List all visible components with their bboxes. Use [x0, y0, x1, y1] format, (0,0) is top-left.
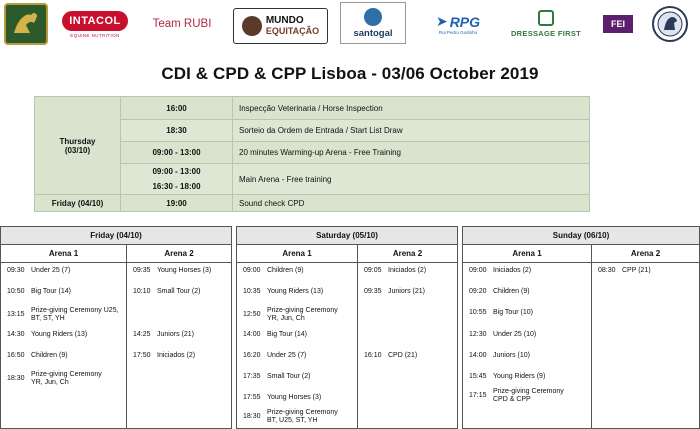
entry-time: 14:00 [243, 331, 261, 338]
friday-day-cell: Friday (04/10) [35, 195, 121, 212]
entry-time: 13:15 [7, 310, 25, 318]
schedule-entry [127, 288, 232, 297]
entry-time: 09:35 [364, 288, 382, 295]
schedule-entry [237, 267, 357, 276]
time-cell: 18:30 [121, 120, 233, 142]
entry-event: Under 25 (7) [31, 267, 71, 274]
time-cell [121, 164, 233, 195]
thursday-label: Thursday (03/10) [59, 136, 96, 155]
entry-event: Children (9) [267, 267, 304, 274]
entry-time: 09:05 [364, 267, 382, 274]
schedule-entry [1, 352, 126, 361]
schedule-entry [463, 331, 591, 340]
intacol-logo [60, 4, 130, 44]
schedule-entry [358, 267, 458, 276]
time-range-1: 09:00 - 13:00 [152, 167, 201, 176]
equestrian-seal-logo [650, 4, 690, 44]
entry-time: 12:50 [243, 310, 261, 318]
event-cell: Sound check CPD [233, 195, 590, 212]
arena-1-column [237, 263, 357, 429]
entry-time: 10:50 [7, 288, 25, 295]
entry-time: 14:00 [469, 352, 487, 359]
entry-event: Big Tour (14) [31, 288, 71, 295]
entry-event: Big Tour (10) [493, 309, 533, 316]
arena-1-header: Arena 1 [48, 249, 79, 258]
schedule-entry [237, 394, 357, 403]
rpg-logo [424, 4, 492, 44]
entry-event: Iniciados (2) [493, 267, 532, 274]
schedule-entry [1, 331, 126, 340]
dressage-first-logo-text: DRESSAGE FIRST [510, 29, 582, 38]
entry-time: 17:15 [469, 391, 487, 399]
arena-header-row [463, 245, 699, 263]
entry-event: Small Tour (2) [267, 373, 311, 380]
time-cell: 19:00 [121, 195, 233, 212]
entry-time: 09:00 [243, 267, 261, 274]
entry-event: Young Horses (3) [157, 267, 212, 274]
santogal-s-icon [364, 8, 382, 26]
time-range-2: 16:30 - 18:00 [152, 182, 201, 191]
event-cell: Inspecção Veterinaria / Horse Inspection [233, 97, 590, 120]
entry-time: 10:35 [243, 288, 261, 295]
entry-event: Prize-giving Ceremony CPD & CPP [493, 387, 564, 403]
entry-time: 16:10 [364, 352, 382, 359]
entry-event: CPD (21) [388, 352, 418, 359]
entry-event: Iniciados (2) [157, 352, 196, 359]
entry-time: 10:10 [133, 288, 151, 295]
entry-event: Prize-giving Ceremony BT, U25, ST, YH [267, 408, 338, 424]
entry-event: Children (9) [31, 352, 68, 359]
arena-header-row [237, 245, 457, 263]
entry-event: Children (9) [493, 288, 530, 295]
schedule-entry [127, 331, 232, 340]
event-cell: Main Arena - Free training [233, 164, 590, 195]
schedule-entry [127, 267, 232, 276]
entry-event: Juniors (10) [493, 352, 530, 359]
entry-event: Under 25 (7) [267, 352, 307, 359]
schedule-entry [237, 288, 357, 297]
arena-header-row [1, 245, 231, 263]
entry-event: Young Horses (3) [267, 394, 322, 401]
arena-2-column [357, 263, 457, 429]
schedule-entry [463, 309, 591, 318]
entry-event: Prize-giving Ceremony YR, Jun, Ch [31, 370, 102, 386]
schedule-entry [463, 288, 591, 297]
arena-2-header: Arena 2 [357, 245, 457, 262]
schedule-entry [1, 288, 126, 297]
page-title: CDI & CPD & CPP Lisboa - 03/06 October 2019 [161, 64, 539, 83]
santogal-logo-text: santogal [353, 27, 393, 39]
saturday-schedule-panel [236, 226, 458, 429]
arena-1-header: Arena 1 [512, 249, 542, 258]
entry-event: Small Tour (2) [157, 288, 201, 295]
schedule-entry [237, 407, 357, 427]
entry-event: Big Tour (14) [267, 331, 307, 338]
entry-time: 15:45 [469, 373, 487, 380]
entry-time: 18:30 [243, 412, 261, 420]
team-rubi-logo [146, 4, 218, 44]
entry-time: 18:30 [7, 374, 25, 382]
rpg-logo-subtext: Rui Pedro Godinho [438, 30, 478, 35]
entry-time: 14:25 [133, 331, 151, 338]
team-rubi-logo-text: Team RUBI [152, 18, 212, 30]
thursday-day-cell [35, 97, 121, 195]
schedule-entry [463, 267, 591, 276]
fei-logo [598, 4, 638, 44]
arena-2-header: Arena 2 [126, 245, 231, 262]
friday-schedule-panel [0, 226, 232, 429]
sunday-schedule-panel [462, 226, 700, 429]
dressage-first-logo [506, 4, 586, 44]
entry-event: Prize-giving Ceremony U25, BT, ST, YH [31, 306, 119, 322]
schedule-entry [1, 267, 126, 276]
event-cell: 20 minutes Warming-up Arena - Free Training [233, 142, 590, 164]
dressage-horse-icon [538, 10, 554, 26]
fei-logo-text: FEI [603, 15, 633, 33]
entry-time: 14:30 [7, 331, 25, 338]
entry-time: 16:20 [243, 352, 261, 359]
arena-2-column [126, 263, 231, 429]
schedule-entry [1, 369, 126, 389]
preliminary-schedule-table [34, 96, 590, 212]
time-cell: 09:00 - 13:00 [121, 142, 233, 164]
entry-time: 16:50 [7, 352, 25, 359]
schedule-entry [358, 352, 458, 361]
entry-time: 09:35 [133, 267, 151, 274]
schedule-entry [463, 373, 591, 382]
entry-event: Iniciados (2) [388, 267, 427, 274]
entry-event: CPP (21) [622, 267, 651, 274]
schedule-entry [463, 386, 591, 406]
mundo-logo-text: MUNDO [265, 15, 304, 26]
schedule-entry [592, 267, 700, 276]
day-header: Friday (04/10) [1, 227, 231, 245]
arena-1-header: Arena 1 [282, 249, 312, 258]
entry-event: Young Riders (13) [267, 288, 324, 295]
sponsor-logo-strip [0, 0, 700, 50]
schedule-entry [127, 352, 232, 361]
arena-1-column [463, 263, 591, 429]
entry-event: Juniors (21) [157, 331, 194, 338]
entry-event: Juniors (21) [388, 288, 425, 295]
schedule-entry [237, 373, 357, 382]
event-cell: Sorteio da Ordem de Entrada / Start List Draw [233, 120, 590, 142]
entry-time: 09:00 [469, 267, 487, 274]
arena-2-column [591, 263, 699, 429]
equitacao-logo-text: EQUITAÇÃO [265, 26, 320, 36]
entry-time: 08:30 [598, 267, 616, 274]
portugal-federation-logo [4, 4, 48, 44]
schedule-entry [237, 331, 357, 340]
mundo-equitacao-logo [233, 8, 328, 44]
day-header: Saturday (05/10) [237, 227, 457, 245]
entry-time: 12:30 [469, 331, 487, 338]
entry-time: 10:55 [469, 309, 487, 316]
entry-time: 09:20 [469, 288, 487, 295]
day-header: Sunday (06/10) [463, 227, 699, 245]
entry-time: 17:35 [243, 373, 261, 380]
horse-head-icon [242, 16, 262, 36]
entry-event: Prize-giving Ceremony YR, Jun, Ch [267, 306, 338, 322]
schedule-entry [237, 305, 357, 325]
rpg-arrow-icon: ➤ [435, 13, 448, 29]
rpg-logo-text: RPG [449, 13, 481, 30]
schedule-entry [1, 305, 126, 325]
intacol-logo-text: INTACOL [62, 11, 128, 31]
entry-event: Under 25 (10) [493, 331, 537, 338]
time-cell: 16:00 [121, 97, 233, 120]
arena-2-header: Arena 2 [591, 245, 699, 262]
entry-time: 17:50 [133, 352, 151, 359]
entry-time: 09:30 [7, 267, 25, 274]
entry-event: Young Riders (13) [31, 331, 88, 338]
entry-time: 17:55 [243, 394, 261, 401]
arena-1-column [1, 263, 126, 429]
schedule-entry [463, 352, 591, 361]
schedule-entry [358, 288, 458, 297]
santogal-logo [340, 2, 406, 44]
entry-event: Young Riders (9) [493, 373, 546, 380]
schedule-entry [237, 352, 357, 361]
intacol-logo-subtext: EQUINE NUTRITION [70, 32, 120, 38]
